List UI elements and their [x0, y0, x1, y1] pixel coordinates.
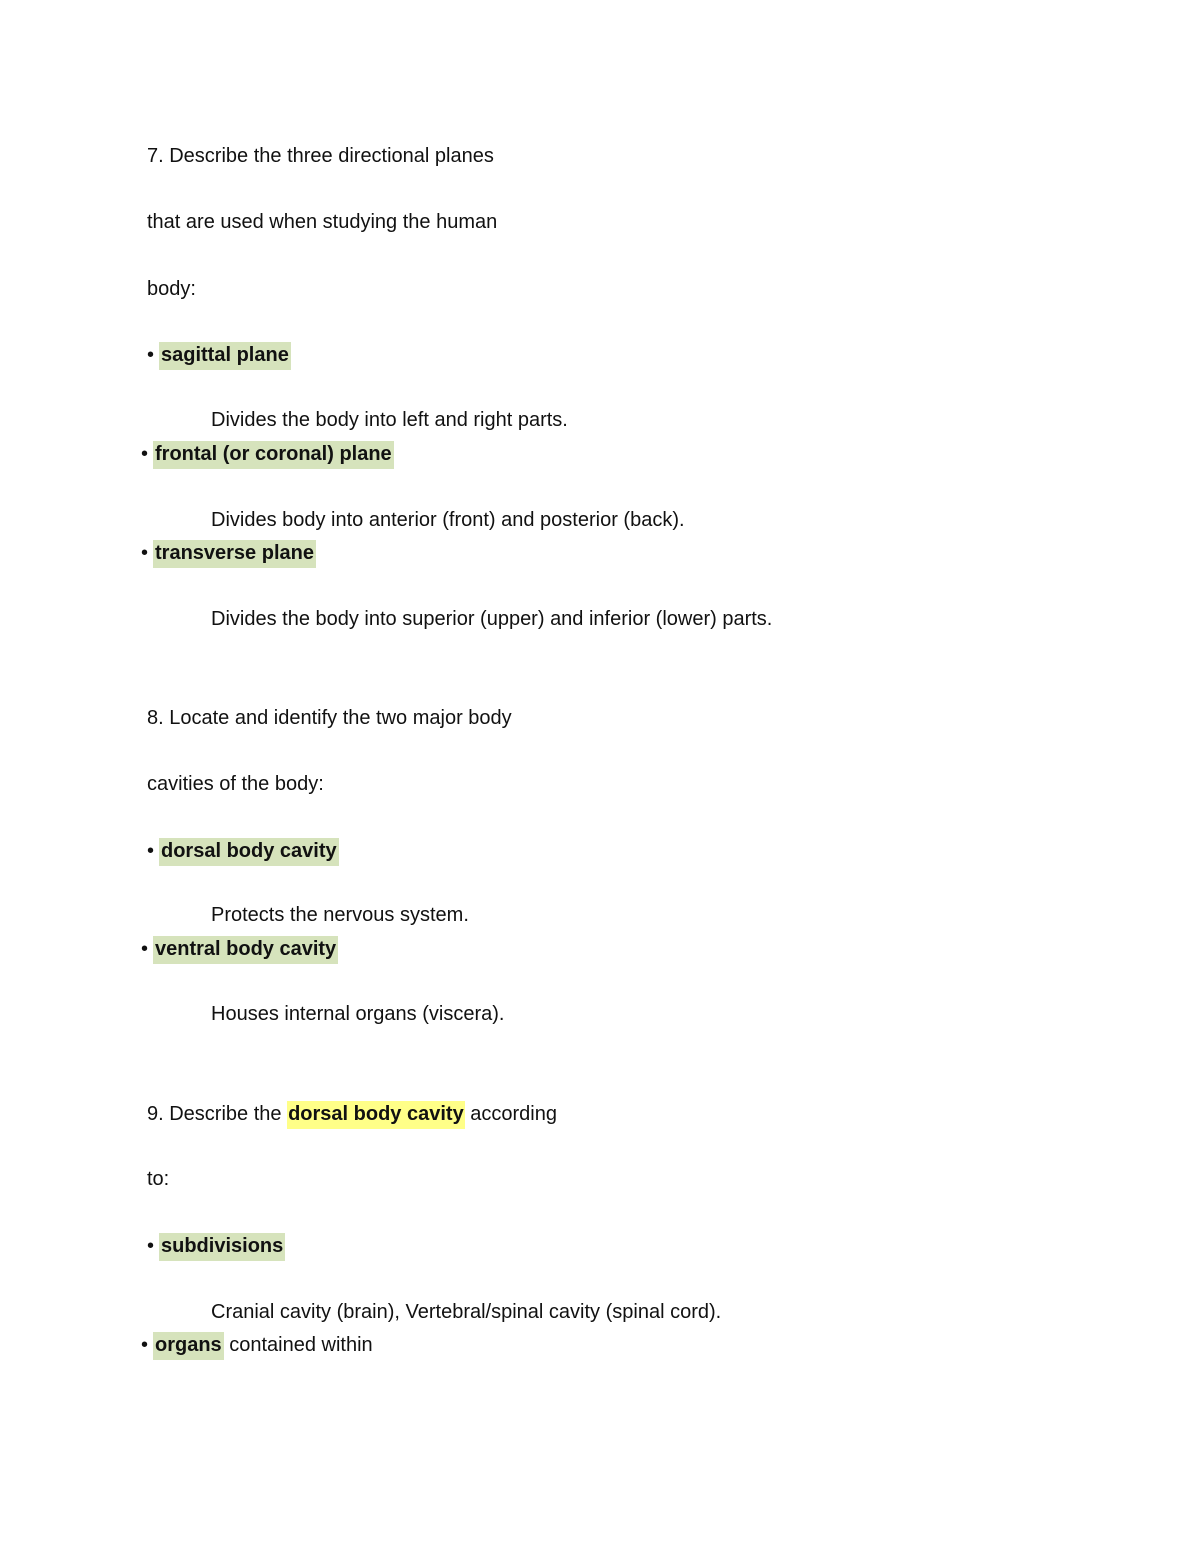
- description: Divides the body into left and right parts.: [211, 409, 568, 431]
- term-sagittal-plane: sagittal plane: [159, 342, 291, 370]
- description: Houses internal organs (viscera).: [211, 1003, 505, 1025]
- bullet: •: [147, 344, 155, 366]
- description: Divides the body into superior (upper) and inferior (lower) parts.: [211, 608, 773, 630]
- bullet-item: [141, 1332, 373, 1358]
- bullet-item: [147, 838, 339, 864]
- term-ventral-body-cavity: ventral body cavity: [153, 936, 338, 964]
- bullet-item: [141, 936, 338, 962]
- term-subdivisions: subdivisions: [159, 1233, 285, 1261]
- bullet-item: [141, 441, 394, 467]
- bullet: •: [147, 840, 155, 862]
- q7-line-1: 7. Describe the three directional planes: [147, 145, 494, 167]
- q7-line-3: body:: [147, 278, 196, 300]
- description: Protects the nervous system.: [211, 904, 469, 926]
- q9-suffix: according: [464, 1103, 557, 1125]
- bullet-item: [147, 342, 291, 368]
- term-organs: organs: [153, 1332, 224, 1360]
- q9-line-1: [147, 1101, 557, 1127]
- bullet: •: [147, 1235, 155, 1257]
- q8-line-1: 8. Locate and identify the two major body: [147, 707, 512, 729]
- organs-suffix: contained within: [223, 1334, 373, 1356]
- term-dorsal-body-cavity-highlight: dorsal body cavity: [287, 1101, 465, 1129]
- q7-line-2: that are used when studying the human: [147, 211, 498, 233]
- q9-prefix: 9. Describe the: [147, 1103, 288, 1125]
- q8-line-2: cavities of the body:: [147, 773, 324, 795]
- bullet-item: [141, 540, 316, 566]
- description: Cranial cavity (brain), Vertebral/spinal cavity (spinal cord).: [211, 1301, 722, 1323]
- bullet-item: [147, 1233, 285, 1259]
- q9-line-2: to:: [147, 1168, 170, 1190]
- term-transverse-plane: transverse plane: [153, 540, 316, 568]
- bullet: •: [141, 542, 149, 564]
- term-frontal-plane: frontal (or coronal) plane: [153, 441, 394, 469]
- bullet: •: [141, 938, 149, 960]
- description: Divides body into anterior (front) and posterior (back).: [211, 509, 685, 531]
- term-dorsal-body-cavity: dorsal body cavity: [159, 838, 339, 866]
- bullet: •: [141, 443, 149, 465]
- bullet: •: [141, 1334, 149, 1356]
